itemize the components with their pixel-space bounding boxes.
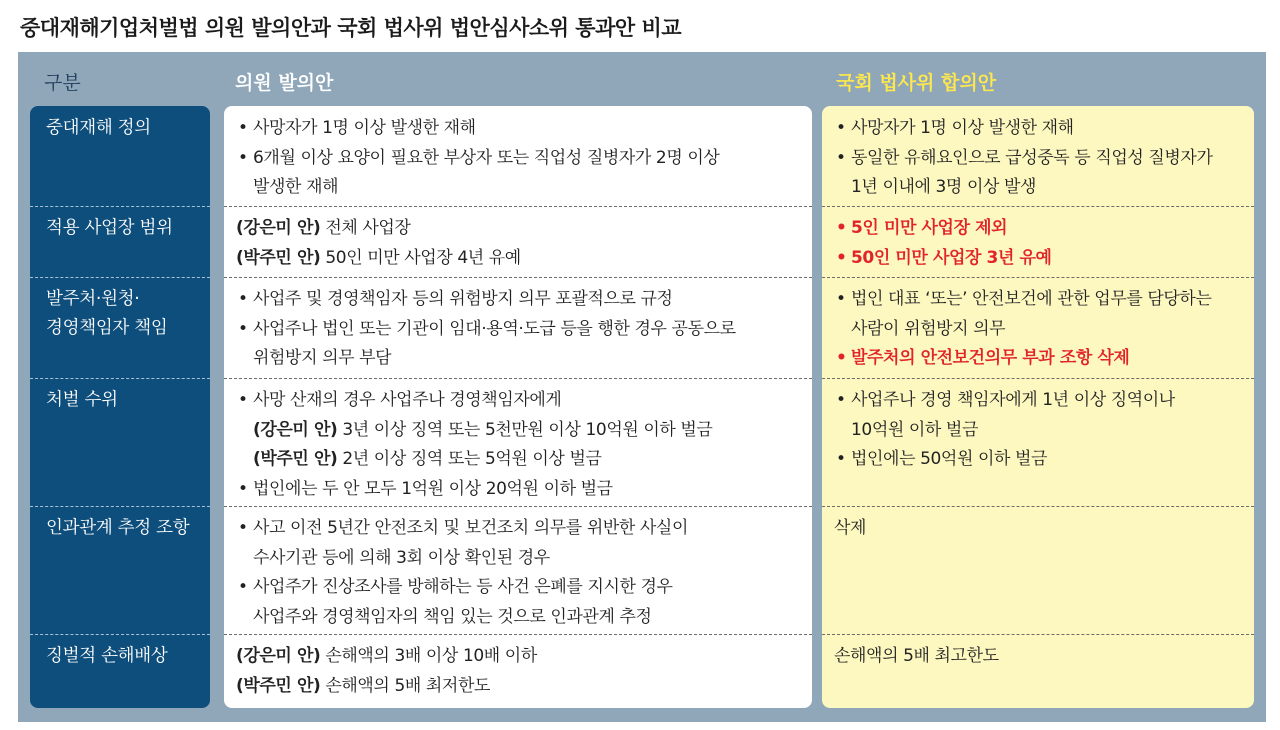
item-text: 전체 사업장 [320,218,411,238]
list-item: • 사업주 및 경영책임자 등의 위험방지 의무 포괄적으로 규정 [236,285,806,315]
row-divider [822,506,1254,507]
row-divider [30,634,210,635]
cell-proposal-causation [236,514,806,632]
proposer-tag: (강은미 안) [236,218,321,238]
proposer-tag: (박주민 안) [236,675,321,696]
row-label-penalty [46,386,118,415]
cell-proposal-punitive-damages [236,642,806,701]
list-item: • 사업주가 진상조사를 방해하는 등 사건 은폐를 지시한 경우 [236,573,806,603]
proposer-tag: (박주민 안) [236,247,321,268]
row-label-punitive-damages [46,642,168,671]
list-item: 삭제 [834,518,867,538]
list-item [236,445,806,475]
list-item [236,672,806,702]
header-proposal: 의원 발의안 [235,72,334,94]
cell-agreed-responsibility [834,285,1249,374]
row-divider [30,277,210,278]
cell-proposal-penalty [236,386,806,504]
list-item-continued: 발생한 재해 [253,177,339,197]
row-divider [224,277,812,278]
item-text: 손해액의 3배 이상 10배 이하 [320,646,537,666]
row-label-line: 인과관계 추정 조항 [46,518,190,538]
cell-proposal-definition [236,114,806,203]
row-label-causation [46,514,189,543]
list-item: • 사업주나 경영 책임자에게 1년 이상 징역이나 [834,386,1249,416]
list-item-continued: 위험방지 의무 부담 [253,348,392,368]
list-item: • 6개월 이상 요양이 필요한 부상자 또는 직업성 질병자가 2명 이상 [236,144,806,174]
list-item-continued: 사업주와 경영책임자의 책임 있는 것으로 인과관계 추정 [253,606,652,627]
row-label-line: 적용 사업장 범위 [46,218,173,238]
list-item-continued: 10억원 이하 벌금 [851,419,978,440]
list-item [236,244,806,274]
row-label-line: 처벌 수위 [46,390,118,410]
list-item: • 사업주나 법인 또는 기관이 임대·용역·도급 등을 행한 경우 공동으로 [236,315,806,345]
cell-agreed-scope [834,214,1249,273]
list-item-continued: 1년 이내에 3명 이상 발생 [851,177,1037,197]
row-divider [30,378,210,379]
list-item: • 법인에는 두 안 모두 1억원 이상 20억원 이하 벌금 [236,475,806,505]
row-label-scope [46,214,173,243]
list-item: • 사망자가 1명 이상 발생한 재해 [834,114,1249,144]
proposer-tag: (강은미 안) [253,419,338,440]
proposer-tag: (강은미 안) [236,646,321,666]
row-label-line: 경영책임자 책임 [46,318,168,338]
cell-agreed-causation [834,514,1249,544]
row-label-line: 발주처·원청· [46,289,140,309]
proposer-tag: (박주민 안) [253,449,338,469]
row-label-responsibility [46,285,168,343]
list-item: • 법인 대표 ‘또는’ 안전보건에 관한 업무를 담당하는 [834,285,1249,315]
list-item-continued: 수사기관 등에 의해 3회 이상 확인된 경우 [253,547,550,568]
item-text: 3년 이상 징역 또는 5천만원 이상 10억원 이하 벌금 [337,419,713,440]
list-item: • 동일한 유해요인으로 급성중독 등 직업성 질병자가 [834,144,1249,174]
list-item [236,214,806,244]
list-item: 손해액의 5배 최고한도 [834,646,999,666]
item-text: 50인 미만 사업장 4년 유예 [320,247,521,268]
list-item: • 사망 산재의 경우 사업주나 경영책임자에게 [236,386,806,416]
list-item [236,416,806,446]
row-divider [30,506,210,507]
list-item: • 사고 이전 5년간 안전조치 및 보건조치 의무를 위반한 사실이 [236,514,806,544]
cell-proposal-scope [236,214,806,273]
list-item-highlight: • 50인 미만 사업장 3년 유예 [834,244,1249,274]
list-item-highlight: • 발주처의 안전보건의무 부과 조항 삭제 [834,344,1249,374]
list-item [236,642,806,672]
row-label-line: 중대재해 정의 [46,118,151,138]
page-title: 중대재해기업처벌법 의원 발의안과 국회 법사위 법안심사소위 통과안 비교 [20,16,682,40]
item-text: 손해액의 5배 최저한도 [320,675,490,696]
list-item-highlight: • 5인 미만 사업장 제외 [834,214,1249,244]
row-divider [822,634,1254,635]
row-divider [224,206,812,207]
row-label-line: 징벌적 손해배상 [46,646,168,666]
row-divider [822,206,1254,207]
row-divider [224,506,812,507]
cell-agreed-definition [834,114,1249,203]
list-item: • 사망자가 1명 이상 발생한 재해 [236,114,806,144]
header-agreed: 국회 법사위 합의안 [836,72,997,94]
row-divider [224,634,812,635]
row-divider [224,378,812,379]
row-divider [822,277,1254,278]
cell-agreed-punitive-damages [834,642,1249,672]
row-divider [30,206,210,207]
item-text: 2년 이상 징역 또는 5억원 이상 벌금 [337,449,602,469]
list-item-continued: 사람이 위험방지 의무 [851,318,1006,339]
header-category: 구분 [44,72,81,94]
row-label-definition [46,114,151,143]
cell-agreed-penalty [834,386,1249,475]
cell-proposal-responsibility [236,285,806,374]
row-divider [822,378,1254,379]
list-item: • 법인에는 50억원 이하 벌금 [834,445,1249,475]
